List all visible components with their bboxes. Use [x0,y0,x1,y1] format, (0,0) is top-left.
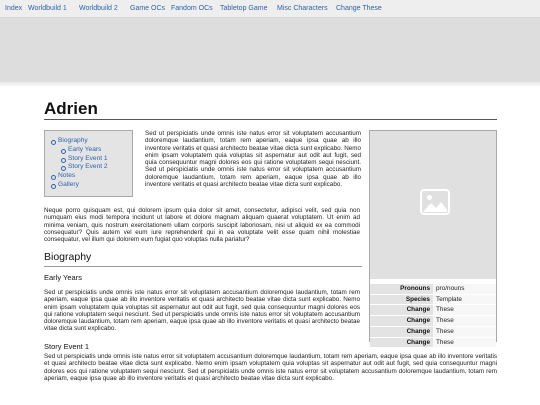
infobox-row [370,294,496,305]
nav-link-fandom-ocs[interactable]: Fandom OCs [171,5,213,12]
infobox-row [370,337,496,347]
infobox-value: Template [433,294,496,305]
toc-link-biography[interactable]: Biography [51,137,128,146]
story-event-1-heading: Story Event 1 [44,342,90,351]
infobox-key: Change [370,337,433,347]
infobox-value: pro/nouns [433,284,496,295]
infobox-key: Species [370,294,433,305]
infobox-key: Pronouns [370,284,433,295]
infobox-value: These [433,305,496,316]
infobox-key: Change [370,316,433,327]
intro-side-paragraph: Sed ut perspiciatis unde omnis iste natus error sit voluptatem accusantium doloremque laudantium, totam rem aperiam, eaque ipsa quae ab illo inventore veritatis et quasi architecto beatae vitae dicta sunt explicabo. Nemo enim ipsam voluptatem quia voluptas sit aspernatur aut odit aut fugit, sed quia consequuntur magni dolores eos qui ratione voluptatem sequi nesciunt. Sed ut perspiciatis unde omnis iste natus error sit voluptatem accusantium doloremque laudantium, totam rem aperiam, eaque ipsa quae ab illo inventore veritatis et quasi architecto beatae vitae dicta sunt explicabo. [145,130,361,189]
biography-heading: Biography [44,251,92,263]
toc-link-story-event-2[interactable]: Story Event 2 [61,163,128,172]
infobox-row [370,284,496,295]
infobox-table [370,283,496,347]
image-placeholder-icon [420,189,450,215]
toc-link-early-years[interactable]: Early Years [61,146,128,155]
intro-main-paragraph: Neque porro quisquam est, qui dolorem ipsum quia dolor sit amet, consectetur, adipisci velit, sed quia non numquam eius modi tempora incidunt ut labore et dolore magnam aliquam quaerat voluptatem. Ut enim ad minima veniam, quis nostrum exercitationem ullam corporis suscipit laboriosam, nisi ut aliquid ex ea commodi consequatur? Quis autem vel eum iure reprehenderit qui in ea voluptate velit esse quam nihil molestiae consequatur, vel illum qui dolorem eum fugiat quo voluptas nulla pariatur? [44,207,360,244]
toc-link-notes[interactable]: Notes [51,172,128,181]
infobox-row [370,305,496,316]
nav-link-change-these[interactable]: Change These [336,5,382,12]
story-event-1-paragraph: Sed ut perspiciatis unde omnis iste natus error sit voluptatem accusantium doloremque laudantium, totam rem aperiam, eaque ipsa quae ab illo inventore veritatis et quasi architecto beatae vitae dicta sunt explicabo. Nemo enim ipsam voluptatem quia voluptas sit aspernatur aut odit aut fugit, sed quia consequuntur magni dolores eos qui ratione voluptatem sequi nesciunt. Sed ut perspiciatis unde omnis iste natus error sit voluptatem accusantium doloremque laudantium, totam rem aperiam, eaque ipsa quae ab illo inventore veritatis et quasi architecto beatae vitae dicta sunt explicabo. [44,353,497,382]
nav-link-index[interactable]: Index [5,5,23,12]
infobox-row [370,316,496,327]
title-divider [44,119,497,120]
banner-shadow [0,82,540,88]
infobox-key: Change [370,326,433,337]
nav-link-game-ocs[interactable]: Game OCs [130,5,166,12]
header-banner [0,18,540,82]
page-title: Adrien [44,99,98,118]
character-image-placeholder [370,131,496,279]
character-infobox [369,130,497,346]
nav-link-misc-characters[interactable]: Misc Characters [277,5,328,12]
early-years-heading: Early Years [44,273,82,282]
nav-link-worldbuild-1[interactable]: Worldbuild 1 [28,5,67,12]
biography-divider [44,266,362,267]
infobox-value: These [433,337,496,347]
nav-link-tabletop-game[interactable]: Tabletop Game [220,5,268,12]
nav-link-worldbuild-2[interactable]: Worldbuild 2 [79,5,118,12]
toc-link-gallery[interactable]: Gallery [51,181,128,190]
table-of-contents [44,130,133,197]
early-years-paragraph: Sed ut perspiciatis unde omnis iste natus error sit voluptatem accusantium doloremque laudantium, totam rem aperiam, eaque ipsa quae ab illo inventore veritatis et quasi architecto beatae vitae dicta sunt explicabo. Nemo enim ipsam voluptatem quia voluptas sit aspernatur aut odit aut fugit, sed quia consequuntur magni dolores eos qui ratione voluptatem sequi nesciunt. Sed ut perspiciatis unde omnis iste natus error sit voluptatem accusantium doloremque laudantium, totam rem aperiam, eaque ipsa quae ab illo inventore veritatis et quasi architecto beatae vitae dicta sunt explicabo. [44,289,360,333]
toc-link-story-event-1[interactable]: Story Event 1 [61,155,128,164]
infobox-value: These [433,316,496,327]
infobox-key: Change [370,305,433,316]
top-navigation-bar [0,0,540,18]
infobox-row [370,326,496,337]
infobox-value: These [433,326,496,337]
